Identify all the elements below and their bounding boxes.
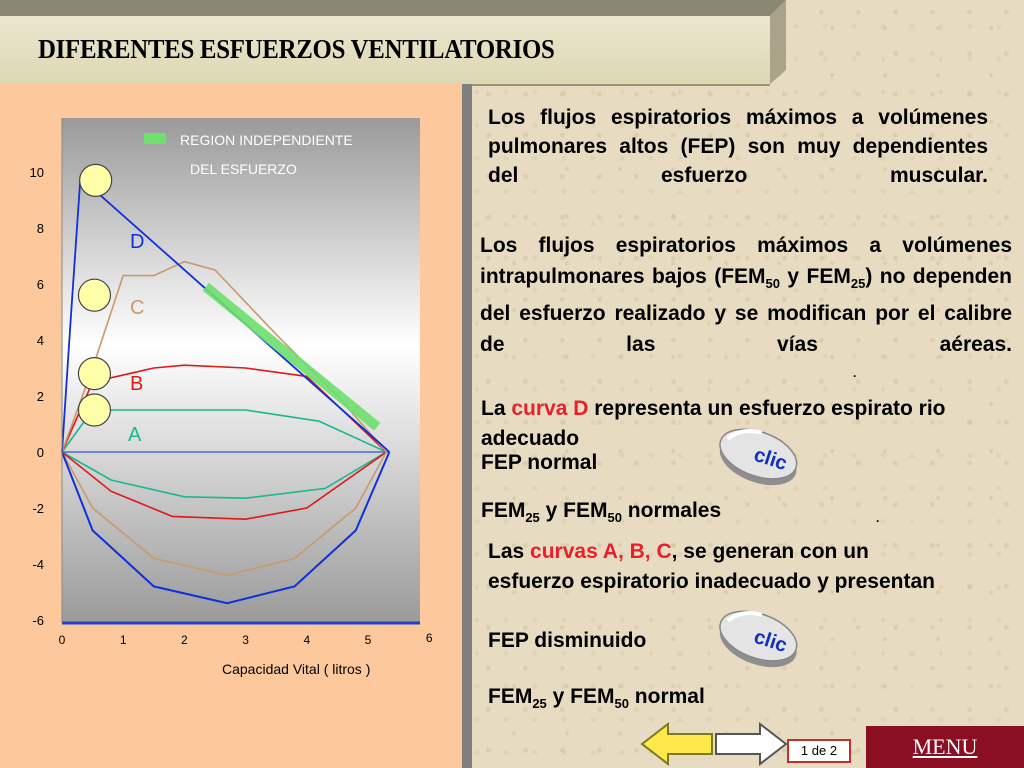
paragraph-curve-d: La curva D representa un esfuerzo espirato rio adecuado xyxy=(481,397,946,450)
legend-swatch xyxy=(144,133,166,144)
x-tick-label: 6 xyxy=(425,631,433,645)
x-tick-label: 0 xyxy=(58,633,66,647)
clic-mouse-button-1[interactable] xyxy=(714,420,802,490)
paragraph-fep-dependent: Los flujos espiratorios máximos a volúmenes pulmonares altos (FEP) son muy dependientes del esfuerzo muscular. xyxy=(488,106,988,187)
x-tick-label: 1 xyxy=(119,633,127,647)
clic-label-1: clic xyxy=(751,443,790,476)
menu-button[interactable]: MENU xyxy=(866,726,1024,768)
x-tick-label: 4 xyxy=(303,633,311,647)
paragraph-curves-abc: Las curvas A, B, C, se generan con un esfuerzo espiratorio inadecuado y presentan xyxy=(488,540,935,593)
page-indicator: 1 de 2 xyxy=(787,739,851,763)
y-tick-label: -4 xyxy=(32,557,44,572)
dot-mark: . xyxy=(853,366,857,380)
legend-label-line1: REGION INDEPENDIENTE xyxy=(180,132,353,148)
clic-mouse-button-2[interactable] xyxy=(714,602,802,672)
panel-divider xyxy=(462,84,472,768)
back-arrow-button[interactable] xyxy=(640,722,714,766)
peak-marker-circle xyxy=(78,358,110,390)
peak-marker-circle xyxy=(80,164,112,196)
y-tick-label: 2 xyxy=(36,389,44,404)
y-tick-label: 8 xyxy=(36,221,44,236)
forward-arrow-button[interactable] xyxy=(714,722,788,766)
peak-marker-circle xyxy=(78,394,110,426)
y-tick-label: 6 xyxy=(36,277,44,292)
page-title: DIFERENTES ESFUERZOS VENTILATORIOS xyxy=(38,34,555,64)
flow-volume-chart xyxy=(0,84,462,768)
x-tick-label: 2 xyxy=(181,633,188,647)
y-tick-label: 10 xyxy=(29,165,44,180)
legend-label-line2: DEL ESFUERZO xyxy=(190,161,297,177)
x-tick-label: 3 xyxy=(242,633,249,647)
y-tick-label: -6 xyxy=(32,613,44,628)
y-tick-label: 0 xyxy=(36,445,44,460)
curve-label-b: B xyxy=(130,373,144,395)
curve-label-a: A xyxy=(128,424,142,446)
label-fep-normal: FEP normal xyxy=(481,451,598,474)
curve-label-c: C xyxy=(130,297,145,319)
curve-label-d: D xyxy=(130,231,145,253)
label-fem-normales: $FEM_{25}$ y $FEM_{50}$ normales xyxy=(481,499,722,526)
label-fep-disminuido: FEP disminuido xyxy=(488,629,647,652)
y-tick-label: -2 xyxy=(32,501,44,516)
x-tick-label: 5 xyxy=(364,633,372,647)
clic-label-2: clic xyxy=(751,625,790,658)
x-axis-label: Capacidad Vital ( litros ) xyxy=(222,661,371,677)
plot-area xyxy=(62,118,420,623)
y-tick-label: 4 xyxy=(36,333,44,348)
label-fem-normal: $FEM_{25}$ y $FEM_{50}$ normal xyxy=(488,685,705,712)
peak-marker-circle xyxy=(78,279,110,311)
dot-mark-2: . xyxy=(876,511,880,525)
paragraph-fem-independent: Los flujos espiratorios máximos a volúmenes intrapulmonares bajos ($FEM_{50}$ y $FEM_{25}$) no dependen del esfuerzo realizado y se modifican por el calibre de las vías aéreas. xyxy=(480,234,1012,356)
